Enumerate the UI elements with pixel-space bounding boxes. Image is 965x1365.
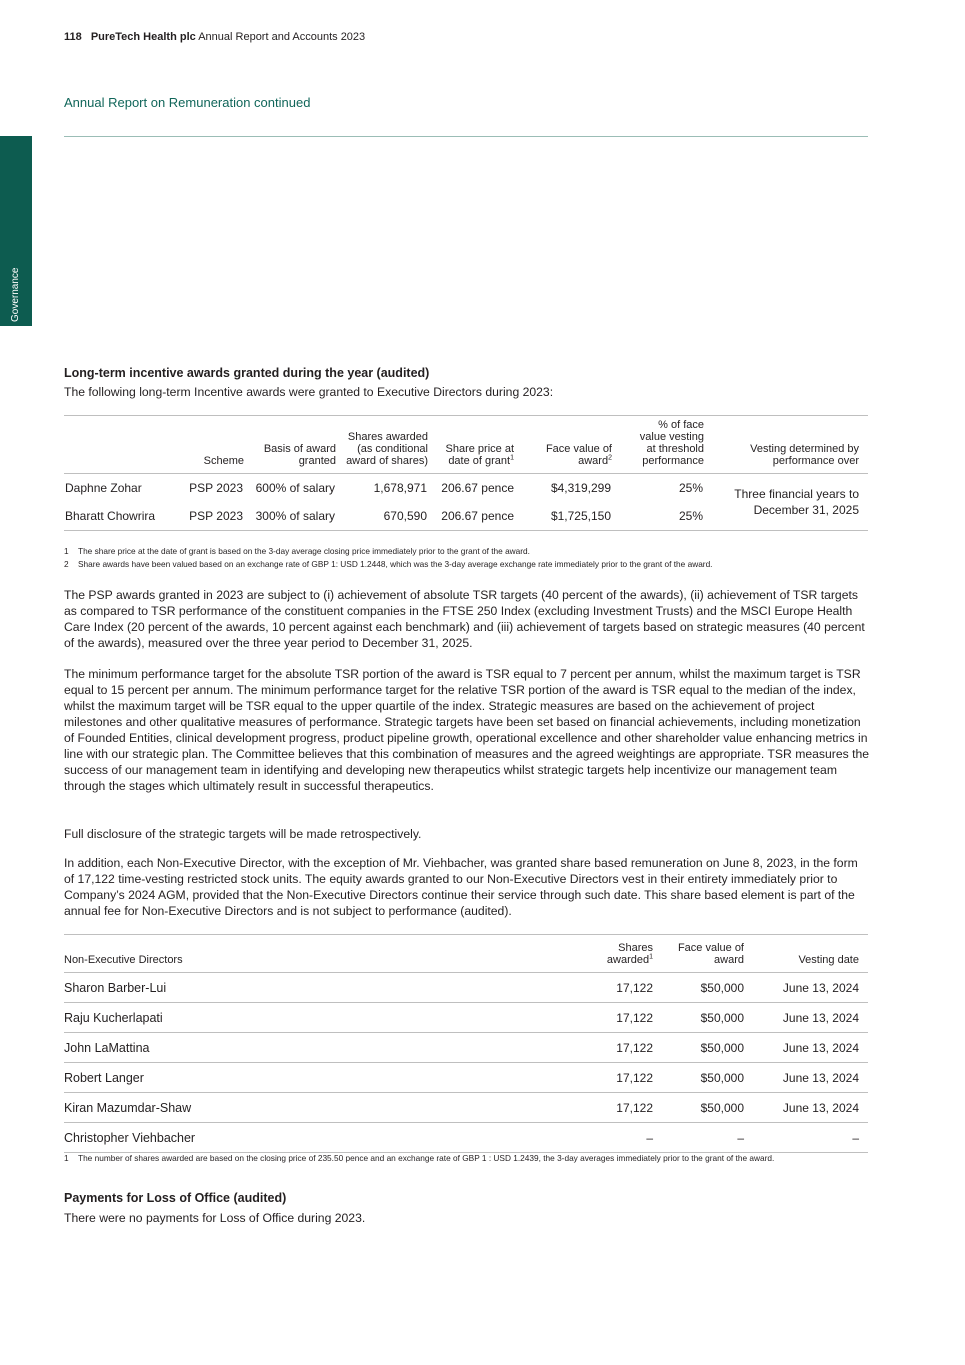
cell-scheme: PSP 2023	[189, 509, 243, 523]
paragraph-psp-awards: The PSP awards granted in 2023 are subject to (i) achievement of absolute TSR targets (40 percent of the awards), (ii) achievement of TSR targets as compared to TSR performance of the constituent companies in the FTSE 250 Index (excluding Investment Trusts) and the MSCI Europe Health Care Index (20 percent of the awards, 10 percent against each benchmark) and (iii) achievement of targets based on strategic measures (40 percent of the awards), measured over the three year period to December 31, 2025.	[64, 588, 865, 650]
table-row	[64, 1123, 868, 1153]
table-row	[64, 1093, 868, 1123]
col-scheme: Scheme	[203, 455, 244, 467]
cell-shares: 17,122	[564, 1033, 662, 1063]
cell-shares: 17,122	[564, 973, 662, 1003]
col-price: Share price at date of grant$^1$	[445, 443, 514, 467]
cell-face: $50,000	[662, 1033, 753, 1063]
cell-price: 206.67 pence	[441, 509, 514, 523]
ltip-table	[64, 415, 868, 531]
cell-vesting: June 13, 2024	[753, 1093, 868, 1123]
ltip-footnote-2: 2 Share awards have been valued based on an exchange rate of GBP 1: USD 1.2448, which was the 3-day average exchange rate immediately prior to the grant of the award.	[64, 559, 713, 569]
col-ned-vesting: Vesting date	[798, 954, 859, 966]
ltip-heading: Long-term incentive awards granted during the year (audited)	[64, 366, 430, 380]
company-name: PureTech Health plc	[90, 31, 196, 43]
ned-table	[64, 934, 868, 1153]
col-shares: Shares awarded (as conditional award of shares)	[346, 431, 428, 467]
loss-text: There were no payments for Loss of Office during 2023.	[64, 1211, 366, 1225]
cell-face: $50,000	[662, 1093, 753, 1123]
cell-vesting: June 13, 2024	[753, 973, 868, 1003]
cell-pct: 25%	[678, 481, 703, 495]
cell-vesting: June 13, 2024	[753, 1003, 868, 1033]
cell-face: $50,000	[662, 1003, 753, 1033]
col-ned-name: Non-Executive Directors	[64, 954, 183, 966]
paragraph-performance-targets: The minimum performance target for the absolute TSR portion of the award is TSR equal to 7 percent per annum, whilst the maximum target is TSR equal to 15 percent per annum. The minimum performance target for the relative TSR portion of the award is TSR equal to the median of the index, whilst the maximum target will be TSR equal to the upper quartile of the index. Strategic measures are based on the achievement of project milestones and other qualitative measures of performance. Strategic targets have been set based on financial achievements, including monetization of Founded Entities, clinical development progress, product pipeline growth, operational excellence and other shareholder value enhancing metrics in line with our strategic plan. The Committee believes that this combination of measures and the agreed weightings are appropriate. TSR measures the success of our management team in identifying and developing new therapeutics whilst strategic targets help incentivize our management team through the stages which ultimately result in successful therapeutics.	[64, 667, 870, 793]
cell-name: Robert Langer	[64, 1063, 564, 1093]
running-header	[64, 31, 365, 43]
cell-vesting: June 13, 2024	[753, 1063, 868, 1093]
cell-face: –	[662, 1123, 753, 1153]
cell-vesting: June 13, 2024	[753, 1033, 868, 1063]
ned-footnote: 1 The number of shares awarded are based on the closing price of 235.50 pence and an exchange rate of GBP 1 : USD 1.2439, the 3-day averages immediately prior to the grant of the award.	[64, 1153, 775, 1163]
cell-name: Daphne Zohar	[65, 481, 142, 495]
cell-pct: 25%	[678, 509, 703, 523]
col-vesting: Vesting determined by performance over	[750, 443, 859, 467]
side-tab	[0, 136, 32, 326]
col-pct: % of face value vesting at threshold performance	[639, 419, 704, 467]
cell-shares: 17,122	[564, 1093, 662, 1123]
paragraph-disclosure: Full disclosure of the strategic targets will be made retrospectively.	[64, 827, 422, 841]
cell-scheme: PSP 2023	[189, 481, 243, 495]
col-basis: Basis of award granted	[263, 443, 336, 467]
cell-vesting: Three financial years to December 31, 2025	[734, 487, 859, 517]
cell-face: $50,000	[662, 1063, 753, 1093]
cell-name: Christopher Viehbacher	[64, 1123, 564, 1153]
cell-name: John LaMattina	[64, 1033, 564, 1063]
cell-name: Sharon Barber-Lui	[64, 973, 564, 1003]
cell-face: $50,000	[662, 973, 753, 1003]
header-divider	[64, 136, 868, 137]
cell-basis: 600% of salary	[255, 481, 335, 495]
table-row	[64, 1003, 868, 1033]
page-number: 118	[64, 31, 82, 43]
cell-name: Bharatt Chowrira	[65, 509, 156, 523]
col-ned-shares: Shares awarded$^1$	[606, 942, 653, 966]
section-title: Annual Report on Remuneration continued	[64, 95, 311, 110]
cell-shares: 1,678,971	[373, 481, 427, 495]
col-name	[64, 416, 176, 474]
cell-vesting: –	[753, 1123, 868, 1153]
ltip-intro: The following long-term Incentive awards were granted to Executive Directors during 2023:	[64, 385, 554, 399]
cell-shares: –	[564, 1123, 662, 1153]
cell-face: $4,319,299	[550, 481, 611, 495]
report-name: Annual Report and Accounts 2023	[198, 31, 366, 43]
side-tab-label: Governance	[10, 267, 21, 322]
col-ned-face: Face value of award	[677, 942, 744, 966]
cell-shares: 670,590	[383, 509, 427, 523]
cell-basis: 300% of salary	[255, 509, 335, 523]
col-face: Face value of award$^2$	[545, 443, 612, 467]
cell-shares: 17,122	[564, 1003, 662, 1033]
table-row	[64, 1033, 868, 1063]
table-row	[64, 1063, 868, 1093]
paragraph-ned-awards: In addition, each Non-Executive Director, with the exception of Mr. Viehbacher, was granted share based remuneration on June 8, 2023, in the form of 17,122 time-vesting restricted stock units. The equity awards granted to our Non-Executive Directors vest in their entirety immediately prior to Company’s 2024 AGM, provided that the Non-Executive Directors continue their service through such date. This share based element is part of the annual fee for Non-Executive Directors and is not subject to performance (audited).	[64, 856, 858, 918]
table-row	[64, 973, 868, 1003]
loss-heading: Payments for Loss of Office (audited)	[64, 1191, 287, 1205]
cell-face: $1,725,150	[550, 509, 611, 523]
cell-name: Kiran Mazumdar-Shaw	[64, 1093, 564, 1123]
cell-shares: 17,122	[564, 1063, 662, 1093]
cell-name: Raju Kucherlapati	[64, 1003, 564, 1033]
ltip-footnote-1: 1 The share price at the date of grant is based on the 3-day average closing price immediately prior to the grant of the award.	[64, 546, 530, 556]
table-row	[64, 474, 868, 503]
cell-price: 206.67 pence	[441, 481, 514, 495]
